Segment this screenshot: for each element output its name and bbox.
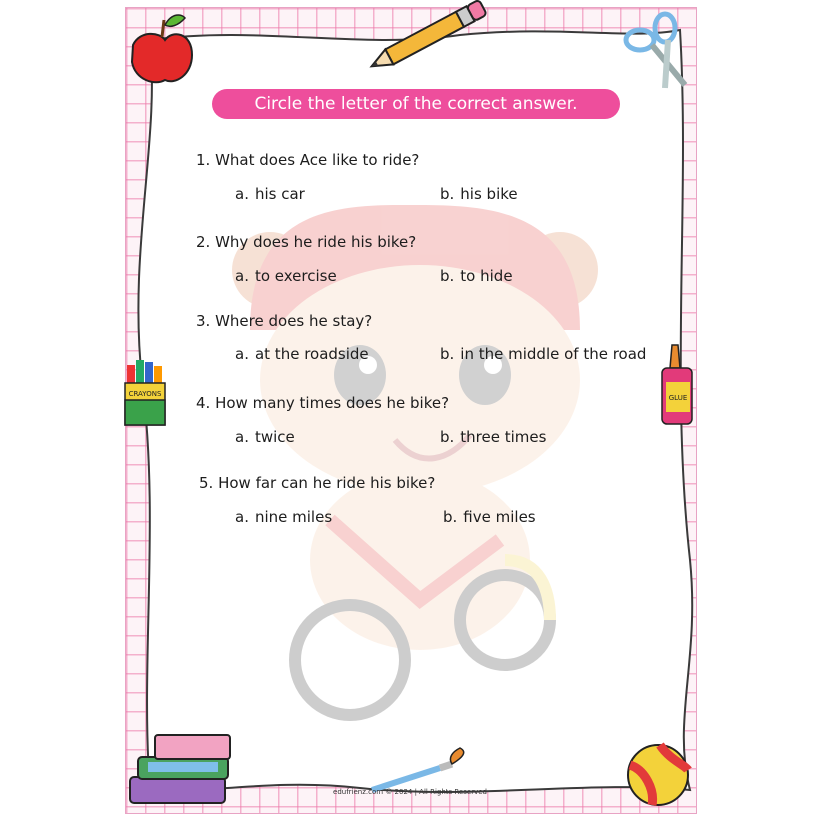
- crayons-label: CRAYONS: [128, 390, 162, 398]
- question-number: 5.: [199, 474, 214, 492]
- question-text: How far can he ride his bike?: [218, 474, 436, 492]
- instruction-banner: Circle the letter of the correct answer.: [212, 89, 620, 119]
- option-1b[interactable]: [440, 185, 518, 203]
- option-letter[interactable]: a.: [235, 185, 249, 203]
- apple-decoration: [132, 15, 192, 82]
- question-text: Why does he ride his bike?: [215, 233, 417, 251]
- option-2b[interactable]: [440, 267, 513, 285]
- copyright-footer: edufrienz.com © 2024 | All Rights Reserved: [333, 788, 487, 796]
- option-letter[interactable]: b.: [443, 508, 458, 526]
- question-5: [199, 474, 435, 492]
- option-4a[interactable]: [235, 428, 295, 446]
- option-letter[interactable]: b.: [440, 345, 455, 363]
- question-4: [196, 394, 449, 412]
- option-text: his bike: [460, 185, 518, 203]
- question-text: How many times does he bike?: [215, 394, 450, 412]
- option-letter[interactable]: b.: [440, 428, 455, 446]
- question-1: [196, 151, 419, 169]
- question-number: 2.: [196, 233, 211, 251]
- option-2a[interactable]: [235, 267, 337, 285]
- option-text: in the middle of the road: [460, 345, 647, 363]
- option-text: nine miles: [254, 508, 333, 526]
- option-text: to exercise: [254, 267, 337, 285]
- option-text: at the roadside: [254, 345, 369, 363]
- question-text: Where does he stay?: [215, 312, 373, 330]
- crayons-box-decoration: [125, 360, 165, 425]
- option-3b[interactable]: [440, 345, 646, 363]
- question-2: [196, 233, 416, 251]
- question-number: 1.: [196, 151, 211, 169]
- question-3: [196, 312, 372, 330]
- option-text: to hide: [460, 267, 513, 285]
- question-number: 3.: [196, 312, 211, 330]
- option-3a[interactable]: [235, 345, 369, 363]
- option-letter[interactable]: a.: [235, 345, 249, 363]
- books-decoration: [130, 735, 230, 803]
- option-letter[interactable]: a.: [235, 508, 249, 526]
- beach-ball-decoration: [628, 745, 688, 805]
- question-number: 4.: [196, 394, 211, 412]
- option-text: five miles: [463, 508, 536, 526]
- option-text: his car: [254, 185, 305, 203]
- option-letter[interactable]: a.: [235, 428, 249, 446]
- option-5a[interactable]: [235, 508, 332, 526]
- option-letter[interactable]: a.: [235, 267, 249, 285]
- option-letter[interactable]: b.: [440, 267, 455, 285]
- option-5b[interactable]: [443, 508, 536, 526]
- option-4b[interactable]: [440, 428, 546, 446]
- question-text: What does Ace like to ride?: [215, 151, 420, 169]
- option-text: twice: [254, 428, 295, 446]
- glue-label: GLUE: [668, 394, 688, 402]
- option-letter[interactable]: b.: [440, 185, 455, 203]
- option-1a[interactable]: [235, 185, 305, 203]
- option-text: three times: [460, 428, 547, 446]
